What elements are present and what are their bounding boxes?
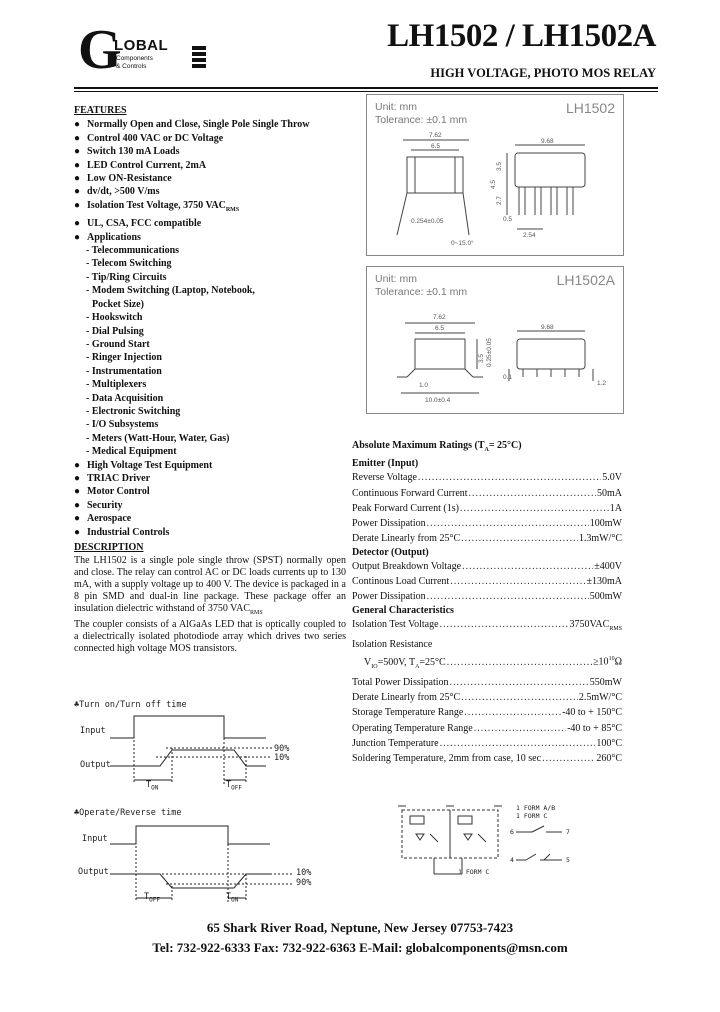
application-item: - Telecommunications	[86, 245, 180, 257]
feature-item: ● LED Control Current, 2mA	[74, 159, 207, 171]
bullet-icon: ●	[74, 499, 81, 511]
toff-label: $T_{OFF}$	[226, 780, 242, 792]
logo-word: LOBAL	[114, 37, 169, 54]
dip-package-outline	[367, 95, 623, 255]
application-item: - Ringer Injection	[86, 352, 162, 364]
ratings-heading: Absolute Maximum Ratings $(T_A= 25^\circ C)$	[352, 440, 522, 453]
svg-text:0.25±0.05: 0.25±0.05	[486, 338, 493, 367]
form-c-bottom-label: 1 FORM C	[458, 868, 490, 876]
bullet-icon: ●	[74, 472, 81, 484]
logo-letter: G	[78, 19, 122, 81]
svg-text:3.5: 3.5	[496, 161, 503, 171]
timing-waveform-2	[74, 808, 314, 908]
svg-text:0.5: 0.5	[503, 216, 513, 223]
bullet-icon: ●	[74, 459, 81, 471]
drawing-unit: Unit: mm	[375, 273, 417, 285]
pin-label: 6	[510, 828, 514, 836]
logo-subtitle-2: & Controls	[116, 63, 147, 70]
application-item: - Electronic Switching	[86, 405, 181, 417]
rating-row: Output Breakdown Voltage ..... ±400V	[352, 559, 622, 574]
footer-contact: Tel: 732-922-6333 Fax: 732-922-6363 E-Mail: globalcomponents@msn.com	[152, 940, 568, 955]
svg-text:10.0±0.4: 10.0±0.4	[425, 397, 451, 404]
rating-row: Derate Linearly from 25°C ..... 2.5mW/°C	[352, 690, 622, 705]
pin-label: 5	[566, 856, 570, 864]
drawing-part-number: LH1502	[565, 100, 615, 116]
svg-text:9.68: 9.68	[541, 138, 554, 145]
ton-label: $T_{ON}$	[146, 780, 159, 792]
drawing-tolerance: Tolerance: ±0.1 mm	[375, 286, 468, 298]
rating-row: Continous Load Current ..... ±130mA	[352, 574, 622, 589]
rating-row: Continuous Forward Current ..... 50mA	[352, 486, 622, 501]
timing-diagram-turn-on-off	[74, 700, 314, 792]
application-item: - I/O Subsystems	[86, 419, 159, 431]
form-ab-label: 1 FORM A/B	[516, 804, 556, 812]
timing-diagram-operate-reverse	[74, 808, 314, 908]
application-item: - Ground Start	[86, 338, 150, 350]
rating-row: Derate Linearly from 25°C ..... 1.3mW/°C	[352, 531, 622, 546]
schematic-diagram	[398, 804, 588, 886]
description-heading: DESCRIPTION	[74, 542, 144, 553]
feature-item: ● Isolation Test Voltage, 3750 $VAC_{RMS}$	[74, 199, 240, 213]
application-item: - Telecom Switching	[86, 258, 172, 270]
rating-row: Operating Temperature Range ..... -40 to + 85°C	[352, 721, 622, 736]
feature-item: ● Normally Open and Close, Single Pole Single Throw	[74, 119, 310, 131]
bullet-icon: ●	[74, 132, 81, 144]
bullet-icon: ●	[74, 119, 81, 131]
features-heading: FEATURES	[74, 105, 127, 116]
application-item: - Tip/Ring Circuits	[86, 271, 167, 283]
description-paragraph-1: The LH1502 is a single pole single throw (SPST) normally open and close. The relay can control AC or DC loads currents up to 130 mA, with a supply voltage up to 400 V. The device is packaged in a 8 pin SMD and dual-in line package. These package offer an insulation dielectric withstand of 3750 $VAC_{RMS}$	[74, 555, 346, 616]
input-label: Input	[82, 834, 108, 844]
bullet-icon: ●	[74, 218, 81, 230]
timing-title: ♣Operate/Reverse time	[74, 808, 182, 818]
bullet-icon: ♣	[74, 808, 80, 818]
header-divider-thin	[74, 91, 658, 92]
page-subtitle: HIGH VOLTAGE, PHOTO MOS RELAY	[430, 66, 656, 80]
company-logo	[78, 19, 218, 82]
rating-row: Total Power Dissipation ..... 550mW	[352, 675, 622, 690]
application-item: - Data Acquisition	[86, 392, 164, 404]
bullet-icon: ●	[74, 486, 81, 498]
bullet-icon: ♣	[74, 700, 80, 710]
form-c-label: 1 FORM C	[516, 812, 548, 820]
bullet-icon: ●	[74, 146, 81, 158]
bullet-icon: ●	[74, 199, 81, 211]
application-item: Pocket Size)	[92, 298, 144, 310]
description-section	[74, 542, 346, 655]
application-item: - Modem Switching (Laptop, Notebook,	[86, 285, 255, 297]
toff-label: $T_{OFF}$	[144, 892, 160, 904]
application-item: - Dial Pulsing	[86, 325, 144, 337]
ratings-section	[352, 438, 622, 767]
smd-package-outline	[367, 267, 623, 413]
feature-item: ● Low ON-Resistance	[74, 173, 172, 185]
svg-text:9.68: 9.68	[541, 324, 554, 331]
package-drawing-smd	[366, 266, 624, 414]
rating-row: Reverse Voltage ..... 5.0V	[352, 470, 622, 485]
svg-text:6.5: 6.5	[431, 143, 441, 150]
rating-row: Peak Forward Current (1s) ..... 1A	[352, 501, 622, 516]
logo-subtitle-1: Components	[116, 55, 153, 62]
bullet-icon: ●	[74, 513, 81, 525]
application-item: - Instrumentation	[86, 365, 162, 377]
drawing-tolerance: Tolerance: ±0.1 mm	[375, 114, 468, 126]
feature-item: ● UL, CSA, FCC compatible	[74, 218, 202, 230]
bullet-icon: ●	[74, 159, 81, 171]
output-label: Output	[80, 760, 111, 770]
feature-item: ● Control 400 VAC or DC Voltage	[74, 132, 224, 144]
output-label: Output	[78, 867, 109, 877]
ton-label: $T_{ON}$	[226, 892, 239, 904]
application-item: - Meters (Watt-Hour, Water, Gas)	[86, 432, 230, 444]
bullet-icon: ●	[74, 186, 81, 198]
svg-text:2.7: 2.7	[496, 195, 503, 205]
svg-text:3.5: 3.5	[478, 353, 485, 363]
input-label: Input	[80, 726, 106, 736]
drawing-unit: Unit: mm	[375, 101, 417, 113]
isolation-resistance-label: Isolation Resistance	[352, 638, 433, 650]
rating-row: Power Dissipation ..... 100mW	[352, 516, 622, 531]
application-item: - Multiplexers	[86, 379, 147, 391]
drawing-part-number: LH1502A	[556, 272, 615, 288]
rating-row: Power Dissipation ..... 500mW	[352, 589, 622, 604]
header-divider	[74, 87, 658, 89]
application-item: - Medical Equipment	[86, 446, 177, 458]
bullet-icon: ●	[74, 231, 81, 243]
pct-90-label: 90%	[296, 878, 312, 888]
bullet-icon: ●	[74, 526, 81, 538]
rating-row: Soldering Temperature, 2mm from case, 10 sec ..... 260°C	[352, 751, 622, 766]
pin-label: 4	[510, 856, 514, 864]
feature-item: ● TRIAC Driver	[74, 472, 151, 484]
page-title: LH1502 / LH1502A	[387, 18, 656, 54]
general-heading: General Characteristics	[352, 604, 454, 616]
logo-bars-icon	[192, 46, 206, 70]
pct-10-label: 10%	[274, 753, 290, 763]
bullet-icon: ●	[74, 173, 81, 185]
pin-label: 7	[566, 828, 570, 836]
package-drawing-dip	[366, 94, 624, 256]
timing-waveform-1	[74, 700, 314, 792]
application-item: - Hookswitch	[86, 312, 143, 324]
detector-heading: Detector (Output)	[352, 546, 429, 558]
rating-row: Storage Temperature Range ..... -40 to + 150°C	[352, 705, 622, 720]
svg-text:2.54: 2.54	[523, 232, 536, 239]
feature-item: ● Switch 130 mA Loads	[74, 146, 180, 158]
feature-item: ● Security	[74, 499, 123, 511]
pct-10-label: 10%	[296, 868, 312, 878]
pct-90-label: 90%	[274, 744, 290, 754]
svg-text:1.2: 1.2	[597, 380, 607, 387]
svg-text:7.62: 7.62	[433, 314, 446, 321]
feature-item: ● High Voltage Test Equipment	[74, 459, 213, 471]
rating-row: Isolation Test Voltage ..... $3750VAC_{RMS}$	[352, 617, 622, 637]
svg-text:0~15.0°: 0~15.0°	[451, 240, 474, 247]
feature-item: ● Industrial Controls	[74, 526, 170, 538]
feature-item: ● Aerospace	[74, 513, 132, 525]
timing-title: ♣Turn on/Turn off time	[74, 700, 187, 710]
svg-text:0.1: 0.1	[503, 374, 513, 381]
description-paragraph-2: The coupler consists of a AlGaAs LED that is optically coupled to a dielectrically isolated photodiode array which drives two series connected high voltage MOS transistors.	[74, 619, 346, 654]
svg-text:7.62: 7.62	[429, 132, 442, 139]
features-section	[74, 104, 344, 539]
svg-text:4.5: 4.5	[490, 179, 497, 189]
feature-item: ● dv/dt, >500 V/ms	[74, 186, 160, 198]
feature-item: ● Applications	[74, 231, 141, 243]
emitter-heading: Emitter (Input)	[352, 458, 419, 470]
svg-text:6.5: 6.5	[435, 325, 445, 332]
feature-item: ● Motor Control	[74, 486, 150, 498]
footer-address: 65 Shark River Road, Neptune, New Jersey 07753-7423	[206, 920, 514, 935]
svg-text:0.254±0.05: 0.254±0.05	[411, 218, 444, 225]
svg-text:1.0: 1.0	[419, 382, 429, 389]
rating-row: $V_{IO}=500V$, $T_A=25^\circ C$ ..... $\ge 10^{10}\Omega$	[352, 652, 622, 675]
rating-row: Junction Temperature ..... 100°C	[352, 736, 622, 751]
